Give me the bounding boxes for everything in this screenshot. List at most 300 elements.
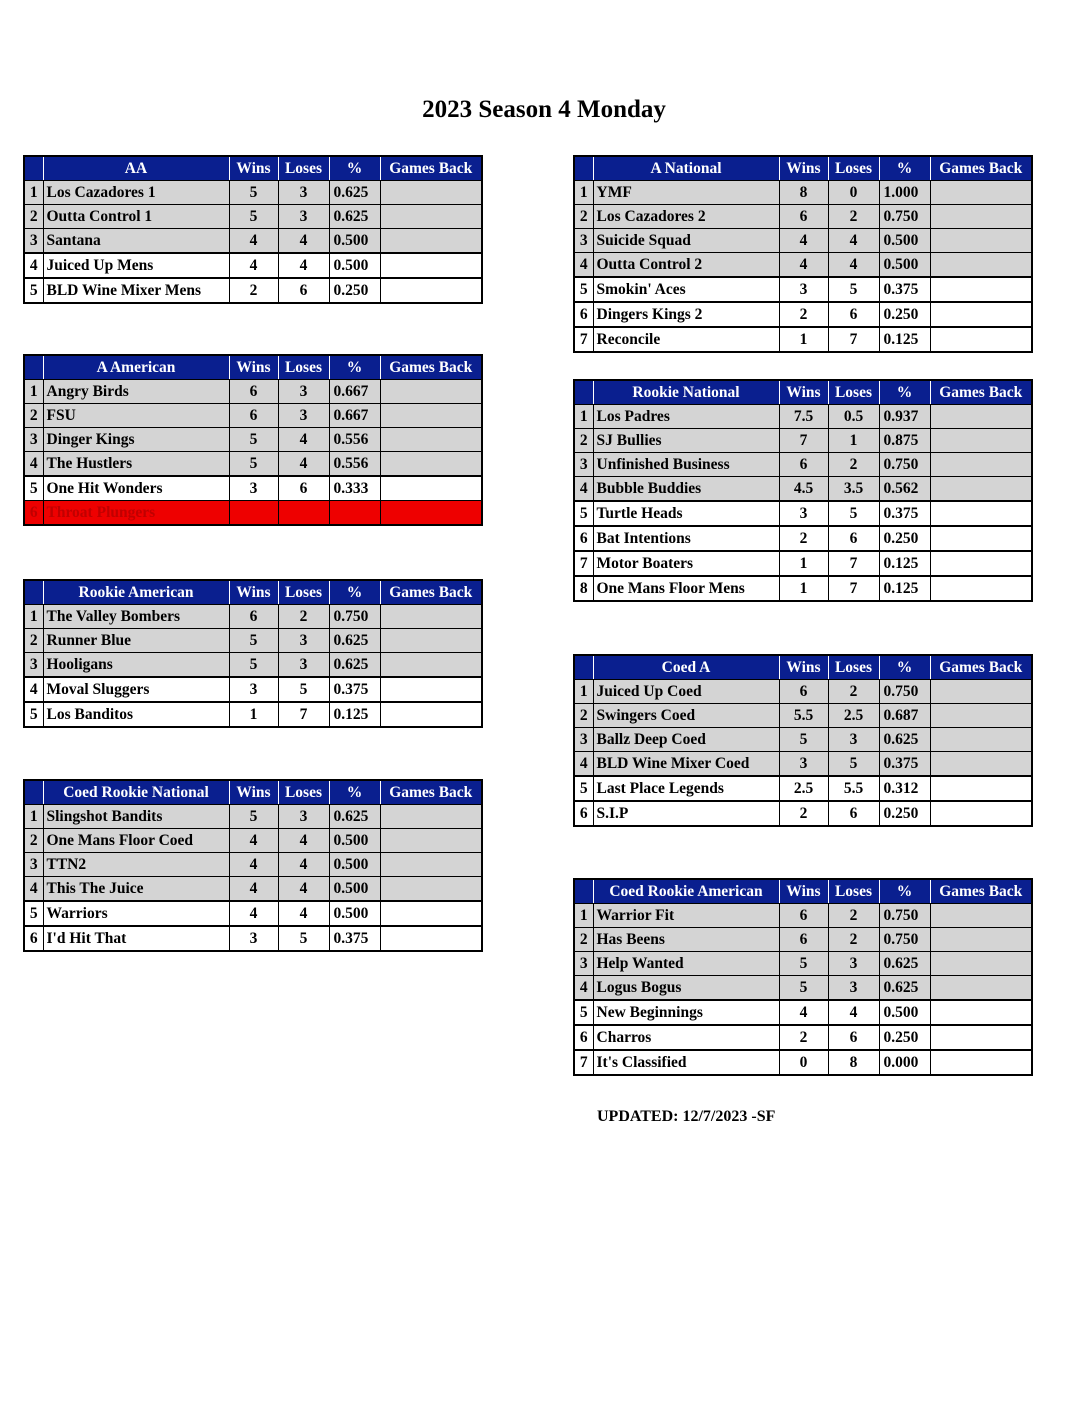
team-pct: 0.000	[879, 1050, 930, 1075]
team-rank: 4	[24, 253, 43, 278]
team-loses	[278, 501, 329, 526]
table-row	[574, 1050, 1032, 1075]
header-pct: %	[329, 780, 380, 805]
team-loses: 5	[278, 677, 329, 702]
team-rank: 5	[574, 776, 593, 801]
team-games-back	[380, 428, 482, 452]
team-games-back	[380, 805, 482, 829]
table-row	[24, 229, 482, 254]
team-wins: 3	[229, 926, 278, 951]
team-name: S.I.P	[593, 801, 779, 826]
team-loses: 6	[828, 1025, 879, 1050]
division-name: A American	[43, 355, 229, 380]
table-row	[574, 253, 1032, 278]
team-games-back	[380, 702, 482, 727]
team-pct: 0.937	[879, 405, 930, 429]
team-rank: 3	[574, 728, 593, 752]
header-loses: Loses	[828, 879, 879, 904]
team-pct: 0.625	[329, 805, 380, 829]
team-pct: 0.333	[329, 476, 380, 501]
table-row	[24, 926, 482, 951]
header-wins: Wins	[779, 156, 828, 181]
standings-table-a-american	[23, 354, 483, 526]
table-row	[574, 904, 1032, 928]
table-row	[24, 853, 482, 877]
header-wins: Wins	[229, 580, 278, 605]
team-loses: 3	[278, 805, 329, 829]
standings-table-rookie-american	[23, 579, 483, 728]
team-games-back	[930, 976, 1032, 1001]
team-loses: 7	[828, 576, 879, 601]
team-loses: 6	[828, 801, 879, 826]
header-wins: Wins	[779, 655, 828, 680]
team-loses: 7	[828, 327, 879, 352]
team-name: Outta Control 2	[593, 253, 779, 278]
table-row	[574, 477, 1032, 502]
table-row	[574, 229, 1032, 253]
standings-table-a-national	[573, 155, 1033, 353]
team-loses: 4	[278, 853, 329, 877]
team-loses: 3	[278, 653, 329, 678]
team-name: Runner Blue	[43, 629, 229, 653]
table-row	[24, 428, 482, 452]
header-loses: Loses	[278, 580, 329, 605]
team-games-back	[380, 829, 482, 853]
team-loses: 3	[828, 952, 879, 976]
team-rank: 6	[574, 801, 593, 826]
team-loses: 2	[828, 205, 879, 229]
header-pct: %	[879, 156, 930, 181]
team-wins: 4	[229, 853, 278, 877]
team-loses: 4	[278, 452, 329, 477]
team-games-back	[380, 404, 482, 428]
header-loses: Loses	[278, 355, 329, 380]
standings-table-coed-a	[573, 654, 1033, 827]
division-name: Coed Rookie National	[43, 780, 229, 805]
team-wins: 2	[779, 1025, 828, 1050]
table-row	[574, 776, 1032, 801]
team-name: The Valley Bombers	[43, 605, 229, 629]
team-pct: 0.562	[879, 477, 930, 502]
team-pct: 0.750	[879, 680, 930, 704]
team-games-back	[930, 1050, 1032, 1075]
updated-note: UPDATED: 12/7/2023 -SF	[597, 1108, 776, 1125]
team-rank: 6	[574, 526, 593, 551]
team-games-back	[930, 1000, 1032, 1025]
team-pct: 0.667	[329, 404, 380, 428]
team-games-back	[380, 476, 482, 501]
team-rank: 2	[574, 704, 593, 728]
team-wins: 5	[229, 205, 278, 229]
team-name: Bat Intentions	[593, 526, 779, 551]
team-pct: 0.375	[329, 677, 380, 702]
header-pct: %	[879, 655, 930, 680]
team-loses: 8	[828, 1050, 879, 1075]
header-games-back: Games Back	[930, 655, 1032, 680]
team-loses: 5	[828, 501, 879, 526]
table-row	[574, 752, 1032, 777]
team-loses: 4	[278, 428, 329, 452]
team-name: Unfinished Business	[593, 453, 779, 477]
team-name: TTN2	[43, 853, 229, 877]
team-wins: 2	[779, 801, 828, 826]
table-row	[574, 501, 1032, 526]
team-wins: 7	[779, 429, 828, 453]
table-row	[24, 380, 482, 404]
team-pct: 0.625	[879, 952, 930, 976]
header-rank-cell	[574, 380, 593, 405]
team-pct: 0.500	[879, 1000, 930, 1025]
table-row	[24, 629, 482, 653]
team-rank: 5	[24, 476, 43, 501]
header-rank-cell	[24, 156, 43, 181]
team-name: BLD Wine Mixer Coed	[593, 752, 779, 777]
team-name: Juiced Up Coed	[593, 680, 779, 704]
header-wins: Wins	[779, 879, 828, 904]
team-loses: 3	[278, 181, 329, 205]
team-name: BLD Wine Mixer Mens	[43, 278, 229, 303]
table-row	[574, 1025, 1032, 1050]
team-name: Turtle Heads	[593, 501, 779, 526]
team-name: Suicide Squad	[593, 229, 779, 253]
team-rank: 5	[24, 702, 43, 727]
table-row	[24, 702, 482, 727]
table-row	[574, 1000, 1032, 1025]
team-rank: 4	[24, 677, 43, 702]
team-games-back	[930, 752, 1032, 777]
team-games-back	[930, 405, 1032, 429]
header-rank-cell	[574, 156, 593, 181]
team-wins: 3	[229, 677, 278, 702]
header-loses: Loses	[278, 156, 329, 181]
team-loses: 5	[828, 277, 879, 302]
team-wins: 3	[229, 476, 278, 501]
team-pct: 0.875	[879, 429, 930, 453]
team-pct: 0.125	[329, 702, 380, 727]
standings-table-rookie-national	[573, 379, 1033, 602]
team-rank: 3	[24, 428, 43, 452]
team-pct: 0.125	[879, 576, 930, 601]
team-name: Hooligans	[43, 653, 229, 678]
header-games-back: Games Back	[380, 355, 482, 380]
team-wins: 5	[229, 629, 278, 653]
team-wins: 5	[229, 428, 278, 452]
team-rank: 1	[24, 805, 43, 829]
team-wins: 8	[779, 181, 828, 205]
team-pct: 0.625	[879, 976, 930, 1001]
team-wins: 5	[779, 952, 828, 976]
team-games-back	[380, 901, 482, 926]
team-rank: 3	[574, 952, 593, 976]
header-pct: %	[329, 156, 380, 181]
team-games-back	[380, 278, 482, 303]
team-pct: 0.750	[879, 904, 930, 928]
team-wins: 5	[779, 976, 828, 1001]
header-games-back: Games Back	[380, 780, 482, 805]
header-games-back: Games Back	[380, 580, 482, 605]
team-games-back	[930, 928, 1032, 952]
team-games-back	[930, 680, 1032, 704]
table-row	[574, 453, 1032, 477]
team-games-back	[930, 776, 1032, 801]
team-rank: 1	[24, 181, 43, 205]
team-loses: 4	[828, 1000, 879, 1025]
team-rank: 5	[574, 277, 593, 302]
team-name: Juiced Up Mens	[43, 253, 229, 278]
team-rank: 4	[574, 976, 593, 1001]
division-name: AA	[43, 156, 229, 181]
team-rank: 5	[574, 1000, 593, 1025]
team-loses: 5	[828, 752, 879, 777]
team-rank: 7	[574, 327, 593, 352]
team-pct: 0.625	[329, 629, 380, 653]
header-rank-cell	[574, 879, 593, 904]
team-name: One Mans Floor Mens	[593, 576, 779, 601]
table-row	[24, 205, 482, 229]
team-loses: 6	[828, 526, 879, 551]
table-row	[574, 327, 1032, 352]
team-name: Los Cazadores 2	[593, 205, 779, 229]
team-wins: 5.5	[779, 704, 828, 728]
table-row	[574, 976, 1032, 1001]
team-pct: 0.556	[329, 428, 380, 452]
team-loses: 7	[278, 702, 329, 727]
team-games-back	[380, 380, 482, 404]
team-loses: 6	[278, 476, 329, 501]
standings-table-coed-rookie-national	[23, 779, 483, 952]
team-name: Charros	[593, 1025, 779, 1050]
header-wins: Wins	[229, 355, 278, 380]
table-row	[574, 728, 1032, 752]
team-wins: 4	[779, 1000, 828, 1025]
team-name: YMF	[593, 181, 779, 205]
division-name: Rookie National	[593, 380, 779, 405]
table-row	[24, 829, 482, 853]
team-games-back	[930, 205, 1032, 229]
team-rank: 1	[574, 904, 593, 928]
header-games-back: Games Back	[380, 156, 482, 181]
table-row	[24, 901, 482, 926]
team-name: Dingers Kings 2	[593, 302, 779, 327]
team-rank: 3	[574, 229, 593, 253]
team-name: Outta Control 1	[43, 205, 229, 229]
team-rank: 1	[24, 380, 43, 404]
team-loses: 6	[828, 302, 879, 327]
team-loses: 2	[828, 904, 879, 928]
standings-table-aa	[23, 155, 483, 304]
team-wins: 2	[229, 278, 278, 303]
table-row	[24, 653, 482, 678]
team-games-back	[930, 704, 1032, 728]
team-rank: 3	[24, 653, 43, 678]
team-loses: 7	[828, 551, 879, 576]
table-row	[574, 680, 1032, 704]
team-name: One Mans Floor Coed	[43, 829, 229, 853]
table-row	[574, 576, 1032, 601]
table-row	[574, 405, 1032, 429]
header-pct: %	[879, 879, 930, 904]
team-wins: 5	[229, 452, 278, 477]
team-rank: 5	[24, 278, 43, 303]
team-games-back	[380, 501, 482, 526]
team-pct: 0.750	[879, 205, 930, 229]
team-rank: 7	[574, 551, 593, 576]
table-row	[574, 801, 1032, 826]
team-rank: 2	[574, 429, 593, 453]
team-games-back	[930, 801, 1032, 826]
team-pct	[329, 501, 380, 526]
team-rank: 2	[24, 205, 43, 229]
team-loses: 3	[828, 976, 879, 1001]
header-wins: Wins	[229, 156, 278, 181]
table-row	[24, 501, 482, 526]
header-wins: Wins	[779, 380, 828, 405]
header-wins: Wins	[229, 780, 278, 805]
team-rank: 3	[24, 229, 43, 254]
team-pct: 0.312	[879, 776, 930, 801]
team-wins: 0	[779, 1050, 828, 1075]
table-row	[574, 205, 1032, 229]
team-pct: 0.500	[879, 229, 930, 253]
team-name: Motor Boaters	[593, 551, 779, 576]
team-pct: 0.750	[879, 453, 930, 477]
team-wins: 2.5	[779, 776, 828, 801]
division-name: Coed A	[593, 655, 779, 680]
division-name: Coed Rookie American	[593, 879, 779, 904]
team-name: Smokin' Aces	[593, 277, 779, 302]
team-pct: 0.375	[879, 501, 930, 526]
team-wins: 6	[229, 404, 278, 428]
team-loses: 3.5	[828, 477, 879, 502]
team-games-back	[930, 302, 1032, 327]
team-pct: 0.250	[879, 801, 930, 826]
team-rank: 1	[574, 405, 593, 429]
team-rank: 3	[24, 853, 43, 877]
team-rank: 4	[574, 752, 593, 777]
team-loses: 4	[278, 901, 329, 926]
team-games-back	[930, 904, 1032, 928]
team-games-back	[930, 576, 1032, 601]
team-loses: 4	[278, 877, 329, 902]
team-name: SJ Bullies	[593, 429, 779, 453]
table-row	[574, 181, 1032, 205]
team-rank: 6	[24, 926, 43, 951]
table-row	[24, 476, 482, 501]
table-row	[24, 805, 482, 829]
team-games-back	[930, 181, 1032, 205]
team-loses: 2	[828, 680, 879, 704]
team-games-back	[380, 677, 482, 702]
team-name: Swingers Coed	[593, 704, 779, 728]
team-name: It's Classified	[593, 1050, 779, 1075]
team-games-back	[380, 926, 482, 951]
team-rank: 3	[574, 453, 593, 477]
team-pct: 0.556	[329, 452, 380, 477]
team-wins: 6	[779, 205, 828, 229]
team-name: Logus Bogus	[593, 976, 779, 1001]
team-loses: 2.5	[828, 704, 879, 728]
team-games-back	[380, 229, 482, 254]
team-wins: 1	[779, 327, 828, 352]
team-wins: 6	[779, 904, 828, 928]
header-games-back: Games Back	[930, 156, 1032, 181]
team-loses: 3	[278, 205, 329, 229]
team-name: I'd Hit That	[43, 926, 229, 951]
team-loses: 4	[278, 253, 329, 278]
team-games-back	[930, 501, 1032, 526]
team-rank: 4	[574, 477, 593, 502]
team-name: Has Beens	[593, 928, 779, 952]
team-rank: 4	[574, 253, 593, 278]
team-rank: 2	[24, 629, 43, 653]
table-row	[24, 181, 482, 205]
team-name: Los Cazadores 1	[43, 181, 229, 205]
team-name: Throat Plungers	[43, 501, 229, 526]
team-loses: 0.5	[828, 405, 879, 429]
team-rank: 6	[574, 1025, 593, 1050]
team-wins: 6	[779, 928, 828, 952]
header-rank-cell	[24, 780, 43, 805]
header-pct: %	[329, 580, 380, 605]
team-pct: 0.500	[329, 229, 380, 254]
team-games-back	[930, 429, 1032, 453]
team-games-back	[380, 653, 482, 678]
team-pct: 0.500	[329, 853, 380, 877]
team-name: Santana	[43, 229, 229, 254]
team-name: Slingshot Bandits	[43, 805, 229, 829]
team-rank: 2	[24, 404, 43, 428]
division-name: A National	[593, 156, 779, 181]
header-pct: %	[879, 380, 930, 405]
team-name: Last Place Legends	[593, 776, 779, 801]
team-loses: 0	[828, 181, 879, 205]
team-games-back	[380, 181, 482, 205]
team-rank: 2	[24, 829, 43, 853]
team-games-back	[380, 853, 482, 877]
team-pct: 0.500	[329, 901, 380, 926]
header-loses: Loses	[828, 156, 879, 181]
table-row	[24, 452, 482, 477]
team-wins: 4	[229, 829, 278, 853]
standings-table-coed-rookie-american	[573, 878, 1033, 1076]
team-rank: 8	[574, 576, 593, 601]
table-row	[24, 605, 482, 629]
team-name: New Beginnings	[593, 1000, 779, 1025]
team-loses: 2	[278, 605, 329, 629]
team-pct: 0.625	[879, 728, 930, 752]
team-pct: 0.375	[879, 277, 930, 302]
team-rank: 5	[574, 501, 593, 526]
team-games-back	[930, 526, 1032, 551]
page-title: 2023 Season 4 Monday	[422, 96, 666, 123]
team-rank: 1	[574, 680, 593, 704]
team-name: The Hustlers	[43, 452, 229, 477]
team-loses: 2	[828, 928, 879, 952]
team-rank: 2	[574, 928, 593, 952]
team-games-back	[380, 452, 482, 477]
team-wins: 3	[779, 501, 828, 526]
team-games-back	[930, 477, 1032, 502]
team-wins: 7.5	[779, 405, 828, 429]
team-loses: 1	[828, 429, 879, 453]
team-loses: 5.5	[828, 776, 879, 801]
team-pct: 0.250	[879, 302, 930, 327]
team-games-back	[930, 952, 1032, 976]
team-wins: 6	[229, 380, 278, 404]
team-pct: 0.500	[329, 253, 380, 278]
team-wins: 4	[229, 877, 278, 902]
team-loses: 3	[278, 629, 329, 653]
